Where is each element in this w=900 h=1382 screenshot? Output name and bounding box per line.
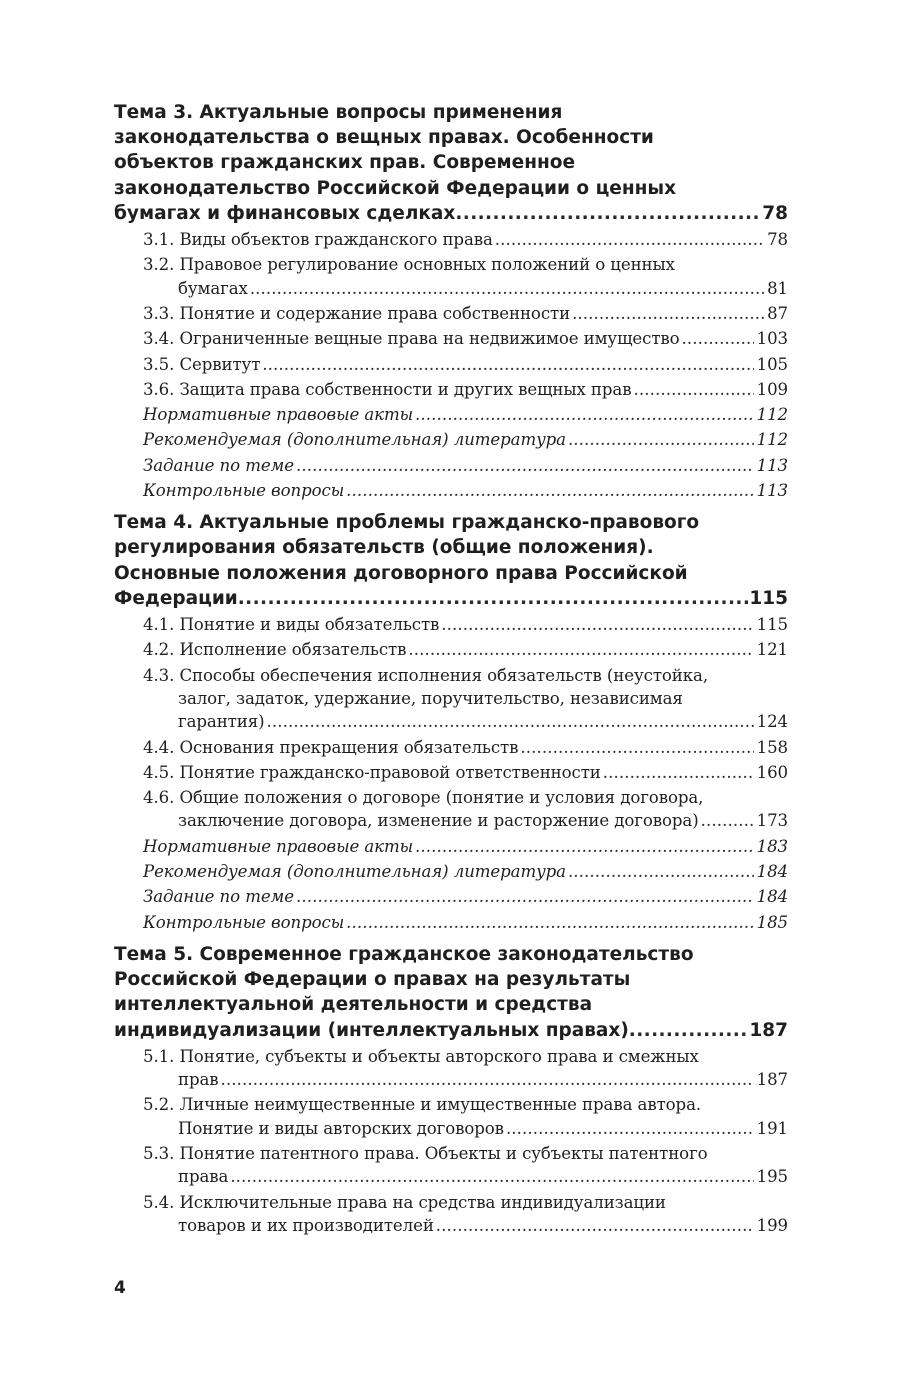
table-of-contents (114, 100, 788, 1245)
toc-entry[interactable] (114, 786, 788, 833)
toc-entry[interactable] (114, 1045, 788, 1092)
dot-leader (296, 885, 754, 908)
toc-entry[interactable] (114, 353, 788, 376)
toc-entry-line: Задание по теме (143, 455, 294, 475)
toc-entry-line: гарантия) (178, 712, 265, 732)
toc-entry[interactable] (114, 454, 788, 477)
dot-leader (633, 378, 753, 401)
dot-leader (415, 835, 754, 858)
entry-page-number: 87 (767, 303, 788, 323)
toc-entry[interactable] (114, 885, 788, 908)
dot-leader (408, 638, 753, 661)
topic-title-line: Тема 5. Современное гражданское законодательство (114, 943, 694, 965)
toc-entries (114, 613, 788, 934)
toc-entry-last-line (143, 403, 788, 426)
toc-entry-line: товаров и их производителей (178, 1215, 434, 1235)
toc-entry-last-line (143, 835, 788, 858)
toc-entry-last-line (143, 428, 788, 451)
topic-title-line: бумагах и финансовых сделках (114, 202, 456, 224)
toc-entry[interactable] (114, 378, 788, 401)
toc-entry-last-line (143, 454, 788, 477)
topic-title[interactable] (114, 100, 788, 226)
topic-title-line: Российской Федерации о правах на результаты (114, 969, 631, 991)
toc-entry-line: 5.1. Понятие, субъекты и объекты авторского права и смежных (143, 1046, 699, 1066)
toc-entry-line: 3.3. Понятие и содержание права собственности (143, 303, 571, 323)
entry-page-number: 105 (756, 354, 788, 374)
entry-page-number: 173 (756, 811, 788, 831)
toc-entry-line: права (178, 1167, 229, 1187)
dot-leader (682, 327, 754, 350)
topic-title-line: Федерации (114, 587, 238, 609)
toc-entry-last-line (143, 761, 788, 784)
toc-entry-line: 4.4. Основания прекращения обязательств (143, 737, 519, 757)
dot-leader (506, 1117, 754, 1140)
dot-leader (455, 201, 761, 226)
toc-entry-last-line (143, 1214, 788, 1237)
dot-leader (346, 911, 754, 934)
toc-entry-line: 3.6. Защита права собственности и других вещных прав (143, 379, 632, 399)
toc-entry-line: 4.5. Понятие гражданско-правовой ответственности (143, 762, 601, 782)
topic-title-line: регулирования обязательств (общие положения). (114, 537, 654, 559)
toc-entry[interactable] (114, 911, 788, 934)
dot-leader (266, 710, 753, 733)
page-number: 4 (114, 1278, 126, 1298)
topic-title-line: объектов гражданских прав. Современное (114, 152, 576, 174)
toc-entry[interactable] (114, 638, 788, 661)
toc-entry[interactable] (114, 253, 788, 300)
toc-entry[interactable] (114, 1093, 788, 1140)
toc-entry-line: заключение договора, изменение и расторжение договора) (178, 811, 699, 831)
toc-entry[interactable] (114, 479, 788, 502)
toc-entry-line: 5.3. Понятие патентного права. Объекты и субъекты патентного (143, 1143, 708, 1163)
toc-entry-last-line (143, 638, 788, 661)
entry-page-number: 124 (756, 712, 788, 732)
toc-entry-line: Контрольные вопросы (143, 912, 345, 932)
dot-leader (629, 1018, 749, 1043)
dot-leader (495, 228, 764, 251)
dot-leader (415, 403, 754, 426)
entry-page-number: 160 (756, 762, 788, 782)
toc-entries (114, 1045, 788, 1237)
toc-entry-line: бумагах (178, 278, 248, 298)
toc-entry-line: 5.4. Исключительные права на средства индивидуализации (143, 1192, 666, 1212)
dot-leader (346, 479, 754, 502)
dot-leader (230, 1165, 753, 1188)
toc-entry-last-line (143, 302, 788, 325)
toc-topic (114, 942, 788, 1237)
topic-page-number: 78 (762, 202, 788, 224)
topic-title-line: законодательство Российской Федерации о ценных (114, 177, 677, 199)
toc-entry-last-line (143, 277, 788, 300)
toc-entry-last-line (143, 1165, 788, 1188)
toc-entry-line: Рекомендуемая (дополнительная) литература (143, 862, 566, 882)
toc-entry-last-line (143, 710, 788, 733)
toc-entry-last-line (143, 378, 788, 401)
toc-entry[interactable] (114, 613, 788, 636)
topic-title-line: Основные положения договорного права Российской (114, 562, 688, 584)
dot-leader (436, 1214, 754, 1237)
entry-page-number: 195 (756, 1167, 788, 1187)
toc-entry-line: 4.3. Способы обеспечения исполнения обязательств (неустойка, (143, 665, 708, 685)
toc-entry-last-line (143, 327, 788, 350)
toc-entry-line: 3.5. Сервитут (143, 354, 261, 374)
toc-entry-line: 3.2. Правовое регулирование основных положений о ценных (143, 255, 675, 275)
topic-title-last-line (114, 586, 788, 611)
toc-entry-line: прав (178, 1070, 219, 1090)
entry-page-number: 109 (756, 379, 788, 399)
dot-leader (603, 761, 754, 784)
dot-leader (568, 428, 754, 451)
topic-title-line: интеллектуальной деятельности и средства (114, 994, 593, 1016)
toc-entry[interactable] (114, 736, 788, 759)
toc-entry[interactable] (114, 835, 788, 858)
topic-title-line: индивидуализации (интеллектуальных правах) (114, 1019, 629, 1041)
topic-title-line: Тема 4. Актуальные проблемы гражданско-правового (114, 512, 700, 534)
entry-page-number: 78 (767, 230, 788, 250)
toc-entry-line: 3.4. Ограниченные вещные права на недвижимое имущество (143, 329, 680, 349)
dot-leader (221, 1068, 754, 1091)
toc-entry-line: 3.1. Виды объектов гражданского права (143, 230, 493, 250)
entry-page-number: 183 (756, 836, 788, 856)
toc-entry-last-line (143, 809, 788, 832)
toc-entry-line: 4.2. Исполнение обязательств (143, 640, 407, 660)
dot-leader (572, 302, 764, 325)
entry-page-number: 115 (756, 615, 788, 635)
toc-entry[interactable] (114, 428, 788, 451)
topic-title-line: законодательства о вещных правах. Особенности (114, 127, 654, 149)
dot-leader (262, 353, 753, 376)
dot-leader (701, 809, 754, 832)
entry-page-number: 103 (756, 329, 788, 349)
toc-entry-last-line (143, 885, 788, 908)
toc-entry[interactable] (114, 1142, 788, 1189)
topic-title-last-line (114, 1018, 788, 1043)
toc-entry[interactable] (114, 403, 788, 426)
entry-page-number: 185 (756, 912, 788, 932)
toc-entry[interactable] (114, 1191, 788, 1238)
toc-entry-last-line (143, 228, 788, 251)
toc-entry-last-line (143, 911, 788, 934)
topic-title[interactable] (114, 510, 788, 611)
toc-entry-last-line (143, 613, 788, 636)
entry-page-number: 81 (767, 278, 788, 298)
dot-leader (296, 454, 754, 477)
entry-page-number: 112 (756, 430, 788, 450)
dot-leader (568, 860, 754, 883)
toc-entry-line: 4.1. Понятие и виды обязательств (143, 615, 440, 635)
entry-page-number: 184 (756, 862, 788, 882)
toc-entry-line: Нормативные правовые акты (143, 836, 414, 856)
toc-entry-last-line (143, 479, 788, 502)
topic-title[interactable] (114, 942, 788, 1043)
toc-entry[interactable] (114, 761, 788, 784)
entry-page-number: 113 (756, 480, 788, 500)
toc-entry[interactable] (114, 327, 788, 350)
entry-page-number: 187 (756, 1070, 788, 1090)
toc-entry-line: Нормативные правовые акты (143, 405, 414, 425)
toc-entries (114, 228, 788, 502)
topic-page-number: 115 (749, 587, 788, 609)
toc-entry[interactable] (114, 302, 788, 325)
entry-page-number: 113 (756, 455, 788, 475)
toc-topic (114, 510, 788, 934)
toc-entry-line: Рекомендуемая (дополнительная) литература (143, 430, 566, 450)
toc-entry[interactable] (114, 860, 788, 883)
entry-page-number: 158 (756, 737, 788, 757)
topic-title-last-line (114, 201, 788, 226)
toc-entry-line: залог, задаток, удержание, поручительство, независимая (178, 688, 683, 708)
entry-page-number: 191 (756, 1118, 788, 1138)
dot-leader (238, 586, 749, 611)
toc-entry-line: Понятие и виды авторских договоров (178, 1118, 504, 1138)
topic-title-line: Тема 3. Актуальные вопросы применения (114, 102, 563, 123)
toc-entry-last-line (143, 1117, 788, 1140)
entry-page-number: 184 (756, 887, 788, 907)
dot-leader (441, 613, 753, 636)
entry-page-number: 121 (756, 640, 788, 660)
toc-entry-line: 5.2. Личные неимущественные и имущественные права автора. (143, 1095, 702, 1115)
toc-entry-last-line (143, 860, 788, 883)
toc-entry-last-line (143, 1068, 788, 1091)
toc-entry-last-line (143, 353, 788, 376)
toc-entry-line: 4.6. Общие положения о договоре (понятие и условия договора, (143, 788, 704, 808)
entry-page-number: 199 (756, 1215, 788, 1235)
toc-entry-last-line (143, 736, 788, 759)
entry-page-number: 112 (756, 405, 788, 425)
toc-entry-line: Задание по теме (143, 887, 294, 907)
dot-leader (520, 736, 753, 759)
dot-leader (250, 277, 764, 300)
toc-topic (114, 100, 788, 502)
toc-entry[interactable] (114, 664, 788, 734)
toc-entry-line: Контрольные вопросы (143, 480, 345, 500)
toc-entry[interactable] (114, 228, 788, 251)
topic-page-number: 187 (749, 1019, 788, 1041)
